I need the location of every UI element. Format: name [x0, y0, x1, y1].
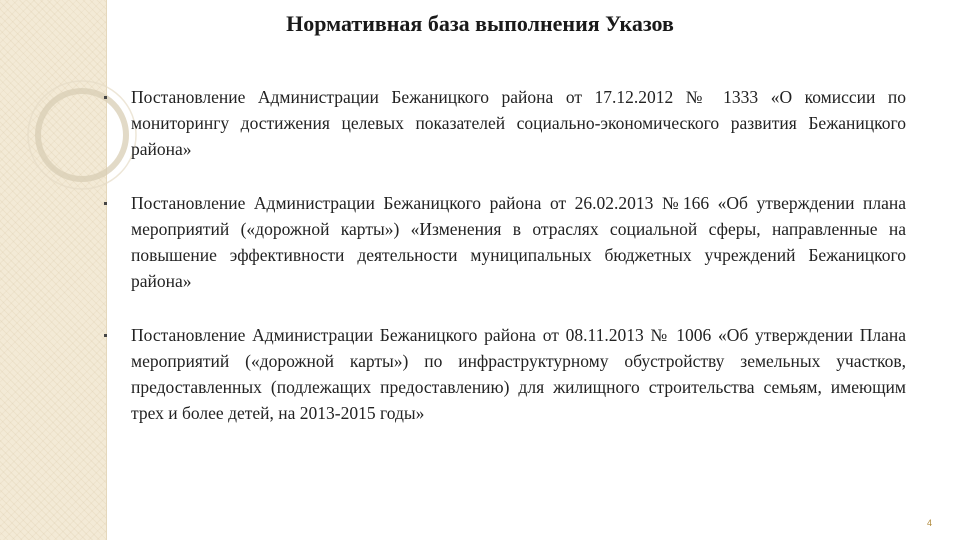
decorative-side-band [0, 0, 107, 540]
list-item [104, 322, 906, 426]
bullet-icon [104, 96, 107, 99]
decree-list [104, 84, 906, 454]
list-item-text: Постановление Администрации Бежаницкого района от 26.02.2013 №166 «Об утверждении плана мероприятий («дорожной карты») «Изменения в отраслях социальной сферы, направленные на повышение эффективности деятельности муниципальных бюджетных учреждений Бежаницкого района» [131, 193, 906, 291]
page-number: 4 [926, 518, 932, 528]
bullet-icon [104, 334, 107, 337]
list-item [104, 190, 906, 294]
list-item-text: Постановление Администрации Бежаницкого района от 08.11.2013 № 1006 «Об утверждении Плана мероприятий («дорожной карты») по инфраструктурному обустройству земельных участков, предоставленных (подлежащих предоставлению) для жилищного строительства семьям, имеющим трех и более детей, на 2013-2015 годы» [131, 325, 906, 423]
bullet-icon [104, 202, 107, 205]
list-item-text: Постановление Администрации Бежаницкого района от 17.12.2012 № 1333 «О комиссии по мониторингу достижения целевых показателей социально-экономического развития Бежаницкого района» [131, 87, 906, 159]
page-title: Нормативная база выполнения Указов [286, 11, 674, 36]
list-item [104, 84, 906, 162]
